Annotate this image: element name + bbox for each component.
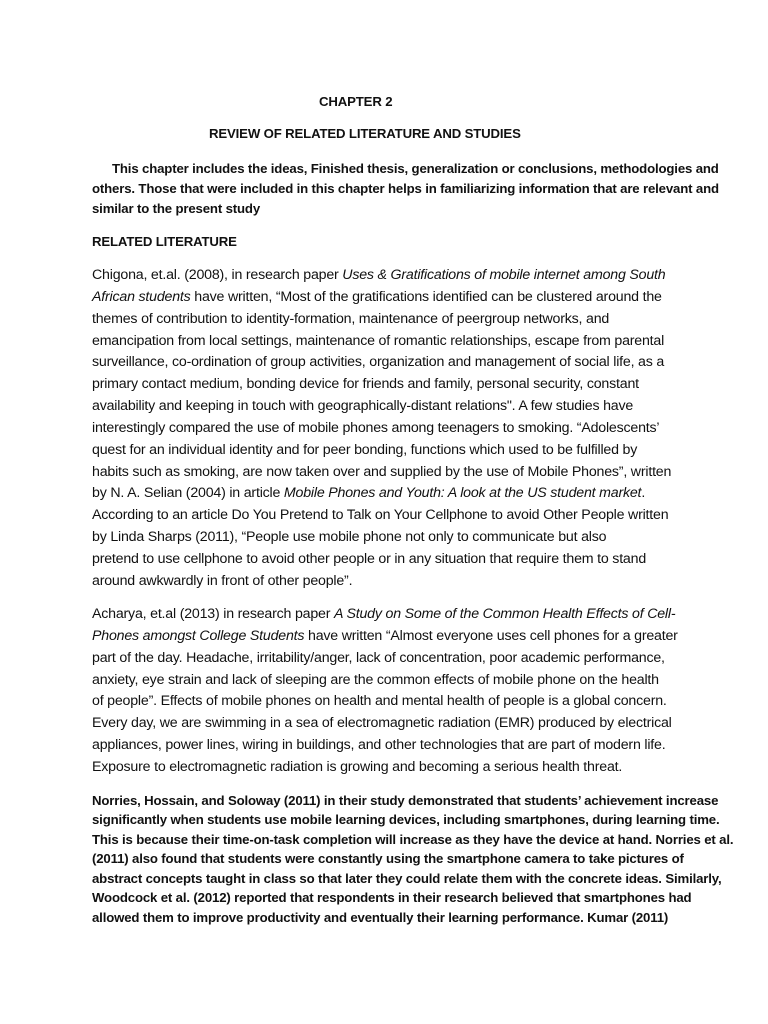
para1-line: primary contact medium, bonding device for friends and family, personal security, constant	[92, 376, 639, 392]
intro-line: similar to the present study	[92, 201, 261, 216]
section-heading: RELATED LITERATURE	[92, 234, 237, 249]
para2-line: part of the day. Headache, irritability/anger, lack of concentration, poor academic performance,	[92, 650, 665, 666]
intro-line: others. Those that were included in this chapter helps in familiarizing information that are relevant and	[92, 181, 719, 196]
para2-line: Exposure to electromagnetic radiation is growing and becoming a serious health threat.	[92, 759, 623, 775]
para1-line: by Linda Sharps (2011), “People use mobile phone not only to communicate but also	[92, 529, 607, 545]
para1-line: Chigona, et.al. (2008), in research paper Uses & Gratifications of mobile internet among South	[92, 267, 666, 283]
para1-line: interestingly compared the use of mobile phones among teenagers to smoking. “Adolescents’	[92, 420, 660, 436]
para1-line: around awkwardly in front of other people”.	[92, 573, 353, 589]
para3-line: abstract concepts taught in class so that later they could relate them with the concrete ideas. Similarly,	[92, 871, 722, 886]
para3-line: allowed them to improve productivity and eventually their learning performance. Kumar (2011)	[92, 910, 669, 925]
chapter-heading: REVIEW OF RELATED LITERATURE AND STUDIES	[209, 126, 521, 141]
para3-line: significantly when students use mobile learning devices, including smartphones, during learning time.	[92, 812, 720, 827]
para1-line: African students have written, “Most of the gratifications identified can be clustered around the	[92, 289, 662, 305]
para2-line: of people”. Effects of mobile phones on health and mental health of people is a global concern.	[92, 693, 667, 709]
para3-line: (2011) also found that students were constantly using the smartphone camera to take pictures of	[92, 851, 684, 866]
para3-line: Woodcock et al. (2012) reported that respondents in their research believed that smartphones had	[92, 890, 692, 905]
para1-line: According to an article Do You Pretend to Talk on Your Cellphone to avoid Other People written	[92, 507, 669, 523]
para2-line: appliances, power lines, wiring in buildings, and other technologies that are part of modern life.	[92, 737, 666, 753]
para2-line: Every day, we are swimming in a sea of electromagnetic radiation (EMR) produced by electrical	[92, 715, 672, 731]
para1-line: emancipation from local settings, maintenance of romantic relationships, escape from parental	[92, 333, 665, 349]
para1-line: habits such as smoking, are now taken over and supplied by the use of Mobile Phones”, written	[92, 464, 672, 480]
para3-line: Norries, Hossain, and Soloway (2011) in their study demonstrated that students’ achievement increase	[92, 793, 719, 808]
para1-line: pretend to use cellphone to avoid other people or in any situation that require them to stand	[92, 551, 647, 567]
para1-line: surveillance, co-ordination of group activities, organization and management of social life, as a	[92, 354, 665, 370]
para1-line: availability and keeping in touch with geographically-distant relations". A few studies have	[92, 398, 634, 414]
para1-line: themes of contribution to identity-formation, maintenance of peergroup networks, and	[92, 311, 610, 327]
intro-line: This chapter includes the ideas, Finished thesis, generalization or conclusions, methodologies and	[112, 161, 719, 176]
para2-line: Phones amongst College Students have written “Almost everyone uses cell phones for a greater	[92, 628, 678, 644]
para2-line: Acharya, et.al (2013) in research paper A Study on Some of the Common Health Effects of Cell-	[92, 606, 676, 622]
chapter-number: CHAPTER 2	[319, 94, 393, 109]
para2-line: anxiety, eye strain and lack of sleeping are the common effects of mobile phone on the health	[92, 672, 659, 688]
para1-line: by N. A. Selian (2004) in article Mobile Phones and Youth: A look at the US student market.	[92, 485, 646, 501]
para1-line: quest for an individual identity and for peer bonding, functions which used to be fulfilled by	[92, 442, 638, 458]
para3-line: This is because their time-on-task completion will increase as they have the device at hand. Norries et al.	[92, 832, 734, 847]
